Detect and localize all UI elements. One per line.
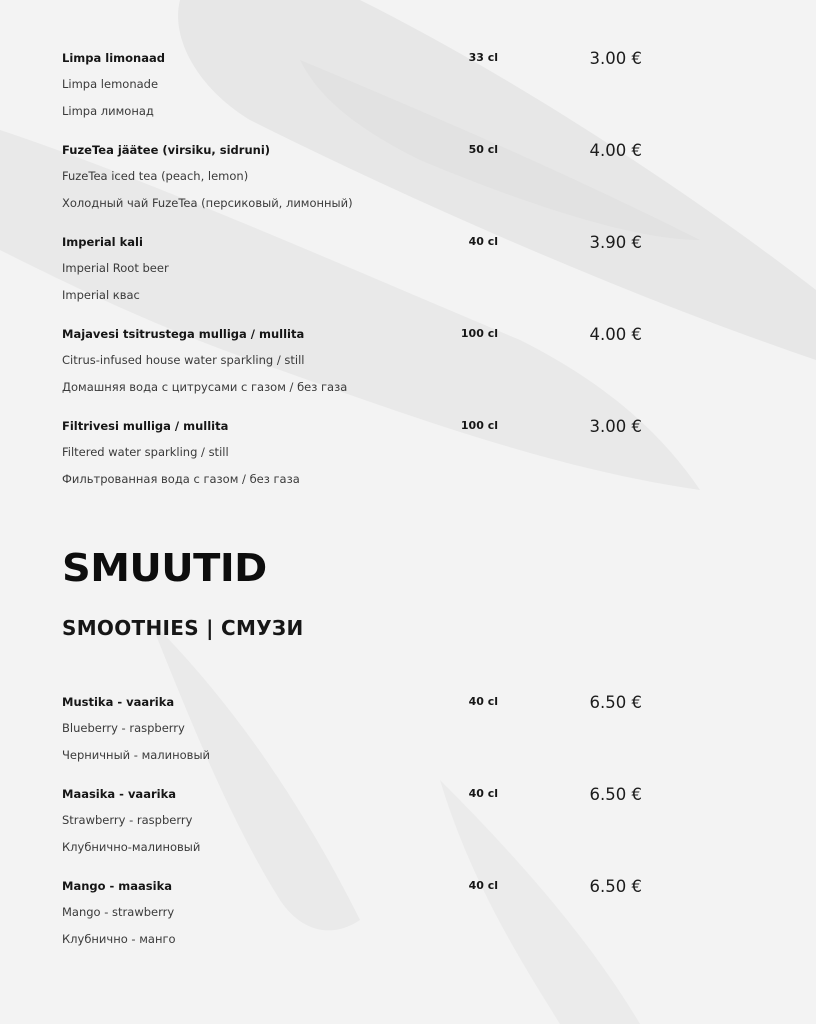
item-price: 4.00 € — [589, 141, 642, 160]
menu-item — [62, 879, 662, 979]
item-volume: 40 cl — [468, 879, 498, 892]
item-name-ru: Холодный чай FuzeTea (персиковый, лимонный) — [62, 196, 353, 210]
menu-item — [62, 235, 662, 335]
item-name-en: FuzeTea iced tea (peach, lemon) — [62, 169, 249, 183]
item-price: 3.90 € — [589, 233, 642, 252]
item-name-ru: Imperial квас — [62, 288, 140, 302]
item-name: Maasika - vaarika — [62, 787, 176, 801]
section-subtitle: SMOOTHIES | СМУЗИ — [62, 616, 304, 640]
item-price: 6.50 € — [589, 785, 642, 804]
item-name-en: Filtered water sparkling / still — [62, 445, 229, 459]
item-name-ru: Клубнично-малиновый — [62, 840, 201, 854]
item-name-en: Imperial Root beer — [62, 261, 169, 275]
menu-item — [62, 143, 662, 243]
item-price: 3.00 € — [589, 417, 642, 436]
item-name-ru: Черничный - малиновый — [62, 748, 211, 762]
item-name: Filtrivesi mulliga / mullita — [62, 419, 229, 433]
section-title: SMUUTID — [62, 546, 267, 590]
item-name-ru: Домашняя вода с цитрусами с газом / без газа — [62, 380, 348, 394]
menu-item — [62, 51, 662, 151]
item-name: FuzeTea jäätee (virsiku, sidruni) — [62, 143, 271, 157]
menu-item — [62, 695, 662, 795]
item-name-ru: Limpa лимонад — [62, 104, 154, 118]
item-volume: 33 cl — [468, 51, 498, 64]
item-volume: 100 cl — [460, 419, 498, 432]
item-name-en: Strawberry - raspberry — [62, 813, 193, 827]
item-volume: 40 cl — [468, 235, 498, 248]
item-price: 3.00 € — [589, 49, 642, 68]
item-name-en: Limpa lemonade — [62, 77, 159, 91]
menu-item — [62, 419, 662, 519]
item-price: 4.00 € — [589, 325, 642, 344]
item-name-en: Mango - strawberry — [62, 905, 175, 919]
item-name-en: Blueberry - raspberry — [62, 721, 185, 735]
menu-item — [62, 327, 662, 427]
item-volume: 40 cl — [468, 787, 498, 800]
item-volume: 50 cl — [468, 143, 498, 156]
item-name-ru: Клубнично - манго — [62, 932, 176, 946]
item-price: 6.50 € — [589, 693, 642, 712]
item-name: Limpa limonaad — [62, 51, 165, 65]
item-name: Mustika - vaarika — [62, 695, 175, 709]
item-name-ru: Фильтрованная вода с газом / без газа — [62, 472, 300, 486]
item-volume: 100 cl — [460, 327, 498, 340]
item-name: Imperial kali — [62, 235, 143, 249]
item-name: Majavesi tsitrustega mulliga / mullita — [62, 327, 305, 341]
menu-item — [62, 787, 662, 887]
item-name: Mango - maasika — [62, 879, 173, 893]
item-volume: 40 cl — [468, 695, 498, 708]
item-price: 6.50 € — [589, 877, 642, 896]
item-name-en: Citrus-infused house water sparkling / still — [62, 353, 305, 367]
